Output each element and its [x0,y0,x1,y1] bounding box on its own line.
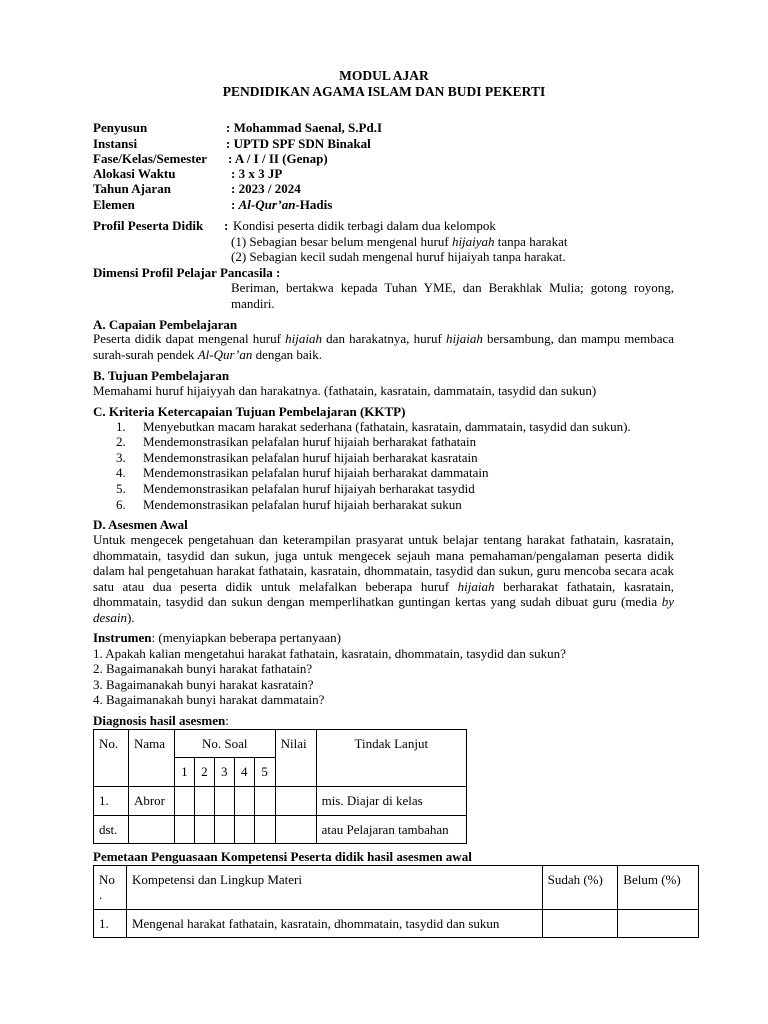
profil-colon: : [224,218,229,233]
cell-nilai [275,787,316,816]
cell-no: 1. [94,787,129,816]
identity-value: : UPTD SPF SDN Binakal [226,136,371,151]
identity-value: : A / I / II (Genap) [228,151,328,166]
cell-soal [254,816,275,844]
asesmen-heading: D. Asesmen Awal [93,517,188,532]
cell-nama [128,816,174,844]
cell-soal [194,787,214,816]
kktp-num: 6. [116,497,126,512]
question-item: 3. Bagaimanakah bunyi harakat kasratain? [93,677,314,692]
document-title: MODUL AJAR [339,68,429,83]
cell-soal [174,787,194,816]
tujuan-text: Memahami huruf hijaiyyah dan harakatnya. (fathatain, kasratain, dammatain, tasydid dan sukun) [93,383,597,398]
col-header-kompetensi: Kompetensi dan Lingkup Materi [126,866,542,910]
identity-label: Fase/Kelas/Semester [93,151,208,166]
table-row [94,910,699,938]
kktp-item: Mendemonstrasikan pelafalan huruf hijaiyah berharakat tasydid [143,481,475,496]
question-item: 2. Bagaimanakah bunyi harakat fathatain? [93,661,313,676]
col-header-tindak-lanjut: Tindak Lanjut [316,730,466,787]
col-header-no: No. [94,730,129,787]
tujuan-heading: B. Tujuan Pembelajaran [93,368,230,383]
table-row [94,816,467,844]
table-row [94,787,467,816]
col-header-belum: Belum (%) [618,866,699,910]
cell-soal [214,816,234,844]
cell-soal [234,816,254,844]
document-subtitle: PENDIDIKAN AGAMA ISLAM DAN BUDI PEKERTI [222,84,546,99]
kktp-item: Mendemonstrasikan pelafalan huruf hijaiah berharakat sukun [143,497,462,512]
diagnosis-table [93,729,467,844]
cell-soal [174,816,194,844]
kktp-item: Mendemonstrasikan pelafalan huruf hijaiah berharakat dammatain [143,465,489,480]
col-header-nama: Nama [128,730,174,787]
asesmen-text: Untuk mengecek pengetahuan dan keterampilan prasyarat untuk belajar tentang harakat fathatain, kasratain, dhommatain, tasydid dan sukun, juga untuk mengecek sejauh mana pemahaman/pengalaman peserta didik dalam hal pengetahuan harakat fathatain, kasratain, dhommatain, tasydid dan sukun, guru mencoba secara acak satu atau dua peserta didik untuk melafalkan beberapa huruf hijaiah berharakat fathatain, kasratain, dhommatain, tasydid dan sukun dengan memperlihatkan guntingan kertas yang sudah dibuat guru (media by desain). [93,532,675,625]
col-header-soal-num: 3 [214,758,234,787]
cell-no: dst. [94,816,129,844]
cell-tindak: atau Pelajaran tambahan [316,816,466,844]
kktp-num: 3. [116,450,126,465]
question-item: 1. Apakah kalian mengetahui harakat fathatain, kasratain, dhommatain, tasydid dan sukun? [93,646,566,661]
kktp-heading: C. Kriteria Ketercapaian Tujuan Pembelajaran (KKTP) [93,404,406,419]
col-header-soal-num: 2 [194,758,214,787]
cell-soal [214,787,234,816]
identity-label: Penyusun [93,120,148,135]
identity-label: Alokasi Waktu [93,166,176,181]
dimensi-label: Dimensi Profil Pelajar Pancasila : [93,265,281,280]
capaian-heading: A. Capaian Pembelajaran [93,317,238,332]
question-item: 4. Bagaimanakah bunyi harakat dammatain? [93,692,325,707]
dimensi-text: Beriman, bertakwa kepada Tuhan YME, dan Berakhlak Mulia; gotong royong, mandiri. [231,280,674,311]
identity-value: : Al-Qur’an-Hadis [231,197,333,212]
kktp-num: 2. [116,434,126,449]
profil-label: Profil Peserta Didik [93,218,204,233]
capaian-text: Peserta didik dapat mengenal huruf hijaiah dan harakatnya, huruf hijaiah bersambung, dan mampu membaca surah-surah pendek Al-Qur’an dengan baik. [93,331,674,362]
cell-tindak: mis. Diajar di kelas [316,787,466,816]
kktp-item: Mendemonstrasikan pelafalan huruf hijaiah berharakat fathatain [143,434,477,449]
kktp-item: Mendemonstrasikan pelafalan huruf hijaiah berharakat kasratain [143,450,478,465]
cell-no: 1. [94,910,127,938]
identity-value: : Mohammad Saenal, S.Pd.I [226,120,383,135]
col-header-soal-num: 1 [174,758,194,787]
col-header-soal-num: 5 [254,758,275,787]
pemetaan-table [93,865,699,938]
col-header-sudah: Sudah (%) [542,866,618,910]
cell-soal [194,816,214,844]
cell-kompetensi: Mengenal harakat fathatain, kasratain, dhommatain, tasydid dan sukun [126,910,542,938]
instrumen-line: Instrumen: (menyiapkan beberapa pertanyaan) [93,630,341,645]
profil-line: (2) Sebagian kecil sudah mengenal huruf hijaiyah tanpa harakat. [231,249,566,264]
identity-label: Instansi [93,136,138,151]
cell-soal [254,787,275,816]
kktp-num: 5. [116,481,126,496]
identity-value: : 2023 / 2024 [231,181,301,196]
col-header-soal-num: 4 [234,758,254,787]
cell-nama: Abror [128,787,174,816]
col-header-nilai: Nilai [275,730,316,787]
kktp-item: Menyebutkan macam harakat sederhana (fathatain, kasratain, dammatain, tasydid dan sukun). [143,419,631,434]
cell-belum [618,910,699,938]
identity-label: Elemen [93,197,135,212]
kktp-num: 1. [116,419,126,434]
col-header-no-soal: No. Soal [174,730,275,758]
profil-line: (1) Sebagian besar belum mengenal huruf hijaiyah tanpa harakat [231,234,568,249]
cell-sudah [542,910,618,938]
identity-label: Tahun Ajaran [93,181,171,196]
diagnosis-label: Diagnosis hasil asesmen: [93,713,229,728]
identity-value: : 3 x 3 JP [231,166,283,181]
cell-nilai [275,816,316,844]
pemetaan-title: Pemetaan Penguasaan Kompetensi Peserta didik hasil asesmen awal [93,849,472,864]
cell-soal [234,787,254,816]
profil-line: Kondisi peserta didik terbagi dalam dua kelompok [233,218,496,233]
kktp-num: 4. [116,465,126,480]
col-header-no: No . [94,866,127,910]
